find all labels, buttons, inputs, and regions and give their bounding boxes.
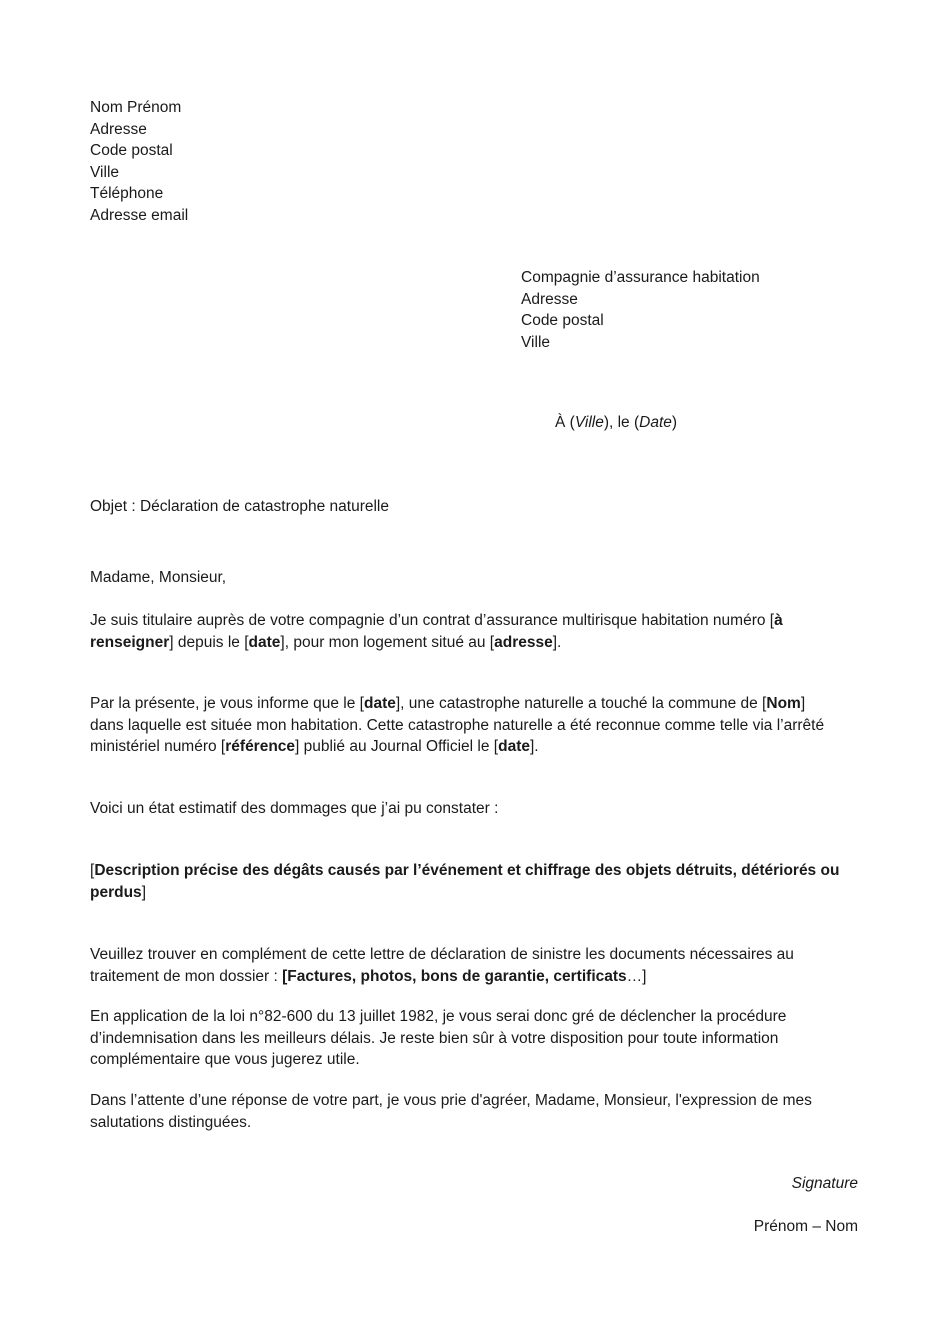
- recipient-address: Adresse: [521, 290, 578, 308]
- sender-postal-code: Code postal: [90, 142, 173, 159]
- sender-block: [90, 97, 188, 226]
- recipient-postal-code: Code postal: [521, 312, 604, 329]
- sender-email: Adresse email: [90, 206, 189, 224]
- placeholder-contract-number: à: [774, 612, 783, 629]
- placeholder-address: adresse: [494, 633, 553, 651]
- placeholder-documents-list: [Factures, photos, bons de garantie, certificats: [282, 967, 627, 985]
- greeting-text: Madame, Monsieur,: [90, 569, 227, 586]
- paragraph-disaster: Par la présente, je vous informe que le [date], une catastrophe naturelle a touché la commune de [Nom] dans laquelle est située mon habitation. Cette catastrophe naturelle a été reconnue comme telle via l’arrêté ministériel numéro [référence] publié au Journal Officiel le [date].: [90, 695, 825, 755]
- placeholder-decree-reference: référence: [225, 738, 296, 755]
- placeholder-commune-name: Nom: [766, 695, 801, 712]
- recipient-block: [521, 267, 760, 353]
- recipient-city: Ville: [521, 333, 551, 351]
- place-date-line: [555, 412, 677, 434]
- sender-city: Ville: [90, 163, 120, 181]
- subject-text: Objet : Déclaration de catastrophe naturelle: [90, 498, 389, 515]
- greeting: [90, 567, 226, 589]
- date-line-date: Date: [639, 414, 672, 431]
- date-line-city: Ville: [574, 414, 604, 431]
- signer-name-text: Prénom – Nom: [753, 1218, 858, 1235]
- placeholder-disaster-date: date: [363, 695, 396, 712]
- signature-text: Signature: [791, 1175, 858, 1192]
- paragraph-contract: Je suis titulaire auprès de votre compagnie d’un contrat d’assurance multirisque habitation numéro [à renseigner] depuis le [date], pour mon logement situé au [adresse].: [90, 612, 783, 651]
- date-line-prefix: À (: [555, 414, 575, 431]
- sender-name: Nom Prénom: [90, 99, 182, 116]
- signature: [792, 1173, 858, 1195]
- sender-phone: Téléphone: [90, 185, 164, 202]
- paragraph-closing: Dans l’attente d’une réponse de votre part, je vous prie d'agréer, Madame, Monsieur, l'expression de mes salutations distinguées.: [90, 1092, 812, 1131]
- recipient-company: Compagnie d’assurance habitation: [521, 269, 760, 286]
- placeholder-contract-number-cont: renseigner: [90, 633, 170, 651]
- subject-line: [90, 496, 389, 518]
- paragraph-law: En application de la loi n°82-600 du 13 juillet 1982, je vous serai donc gré de déclencher la procédure d’indemnisation dans les meilleurs délais. Je reste bien sûr à votre disposition pour toute information complémentaire que vous jugerez utile.: [90, 1008, 787, 1068]
- placeholder-contract-date: date: [248, 633, 281, 651]
- sender-address: Adresse: [90, 120, 147, 138]
- signer-name: [754, 1216, 858, 1238]
- date-line-suffix: ): [671, 414, 678, 431]
- paragraph-documents: Veuillez trouver en complément de cette lettre de déclaration de sinistre les documents nécessaires au traitement de mon dossier : [Factures, photos, bons de garantie, certificats…]: [90, 946, 794, 985]
- paragraph-damage-intro: Voici un état estimatif des dommages que j’ai pu constater :: [90, 800, 499, 817]
- placeholder-publication-date: date: [498, 738, 530, 755]
- paragraph-damage-description: [Description précise des dégâts causés par l’événement et chiffrage des objets détruits, détériorés ou perdus]: [90, 862, 840, 901]
- date-line-middle: ), le (: [603, 414, 640, 431]
- placeholder-damage-description: Description précise des dégâts causés par l’événement et chiffrage des objets détruits, détériorés ou: [94, 862, 840, 879]
